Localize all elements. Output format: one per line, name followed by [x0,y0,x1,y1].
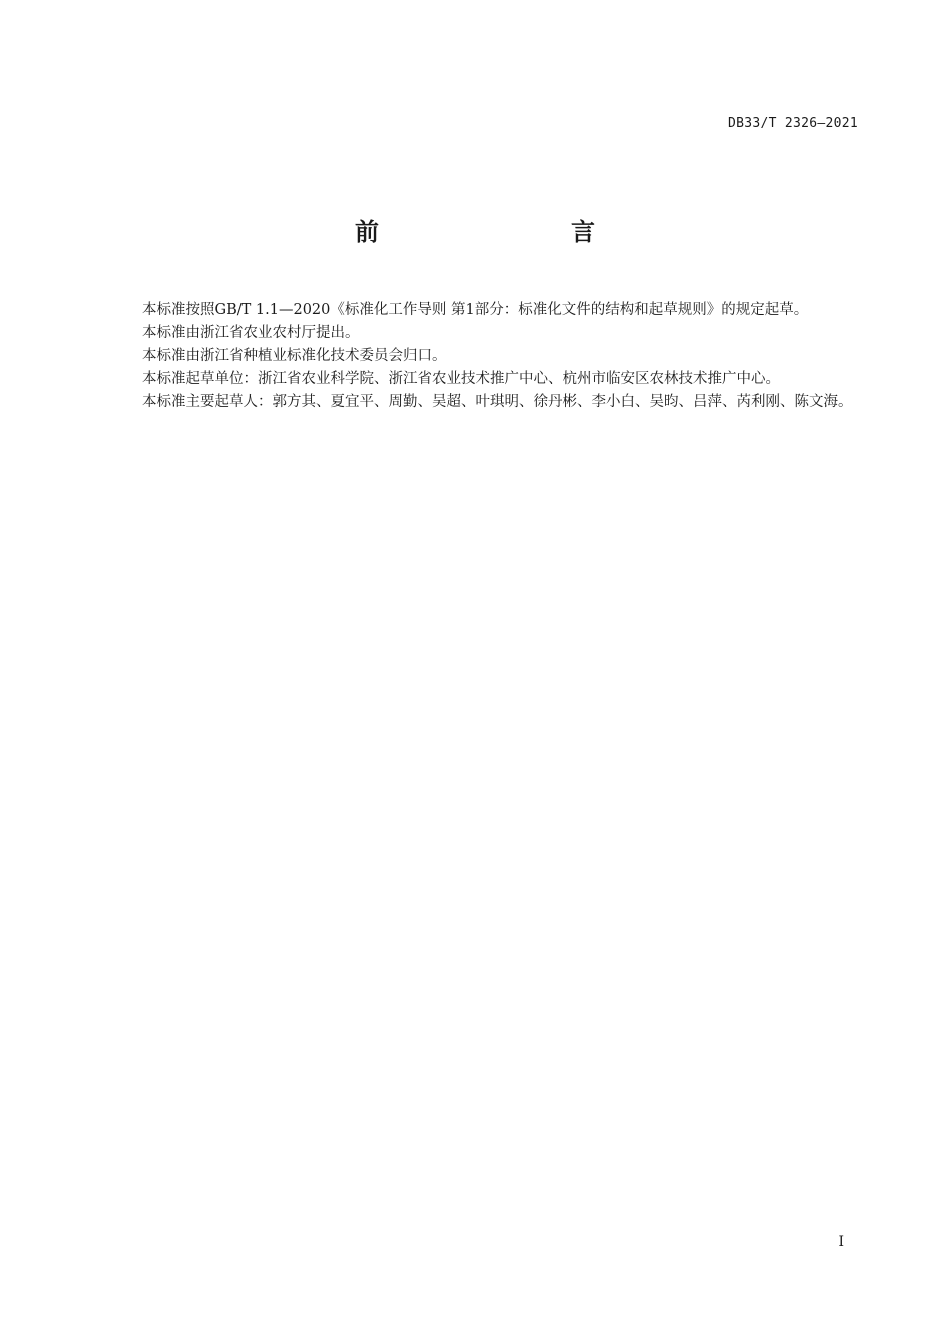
paragraph-proposer: 本标准由浙江省农业农村厅提出。 [142,325,360,341]
paragraph-drafting-basis: 本标准按照GB/T 1.1—2020《标准化工作导则 第1部分：标准化文件的结构和起草规则》的规定起草。 [142,302,809,318]
paragraph-drafting-units: 本标准起草单位：浙江省农业科学院、浙江省农业技术推广中心、杭州市临安区农林技术推广中心。 [142,371,780,387]
page-number: I [838,1234,844,1250]
paragraph-centralized-unit: 本标准由浙江省种植业标准化技术委员会归口。 [142,348,447,364]
paragraph-drafters: 本标准主要起草人：郭方其、夏宜平、周勤、吴超、叶琪明、徐丹彬、李小白、吴昀、吕萍、芮利刚、陈文海。 [142,394,853,410]
page-title: 前 言 [355,218,643,246]
foreword-body [113,299,860,414]
standard-code: DB33/T 2326—2021 [727,116,858,131]
